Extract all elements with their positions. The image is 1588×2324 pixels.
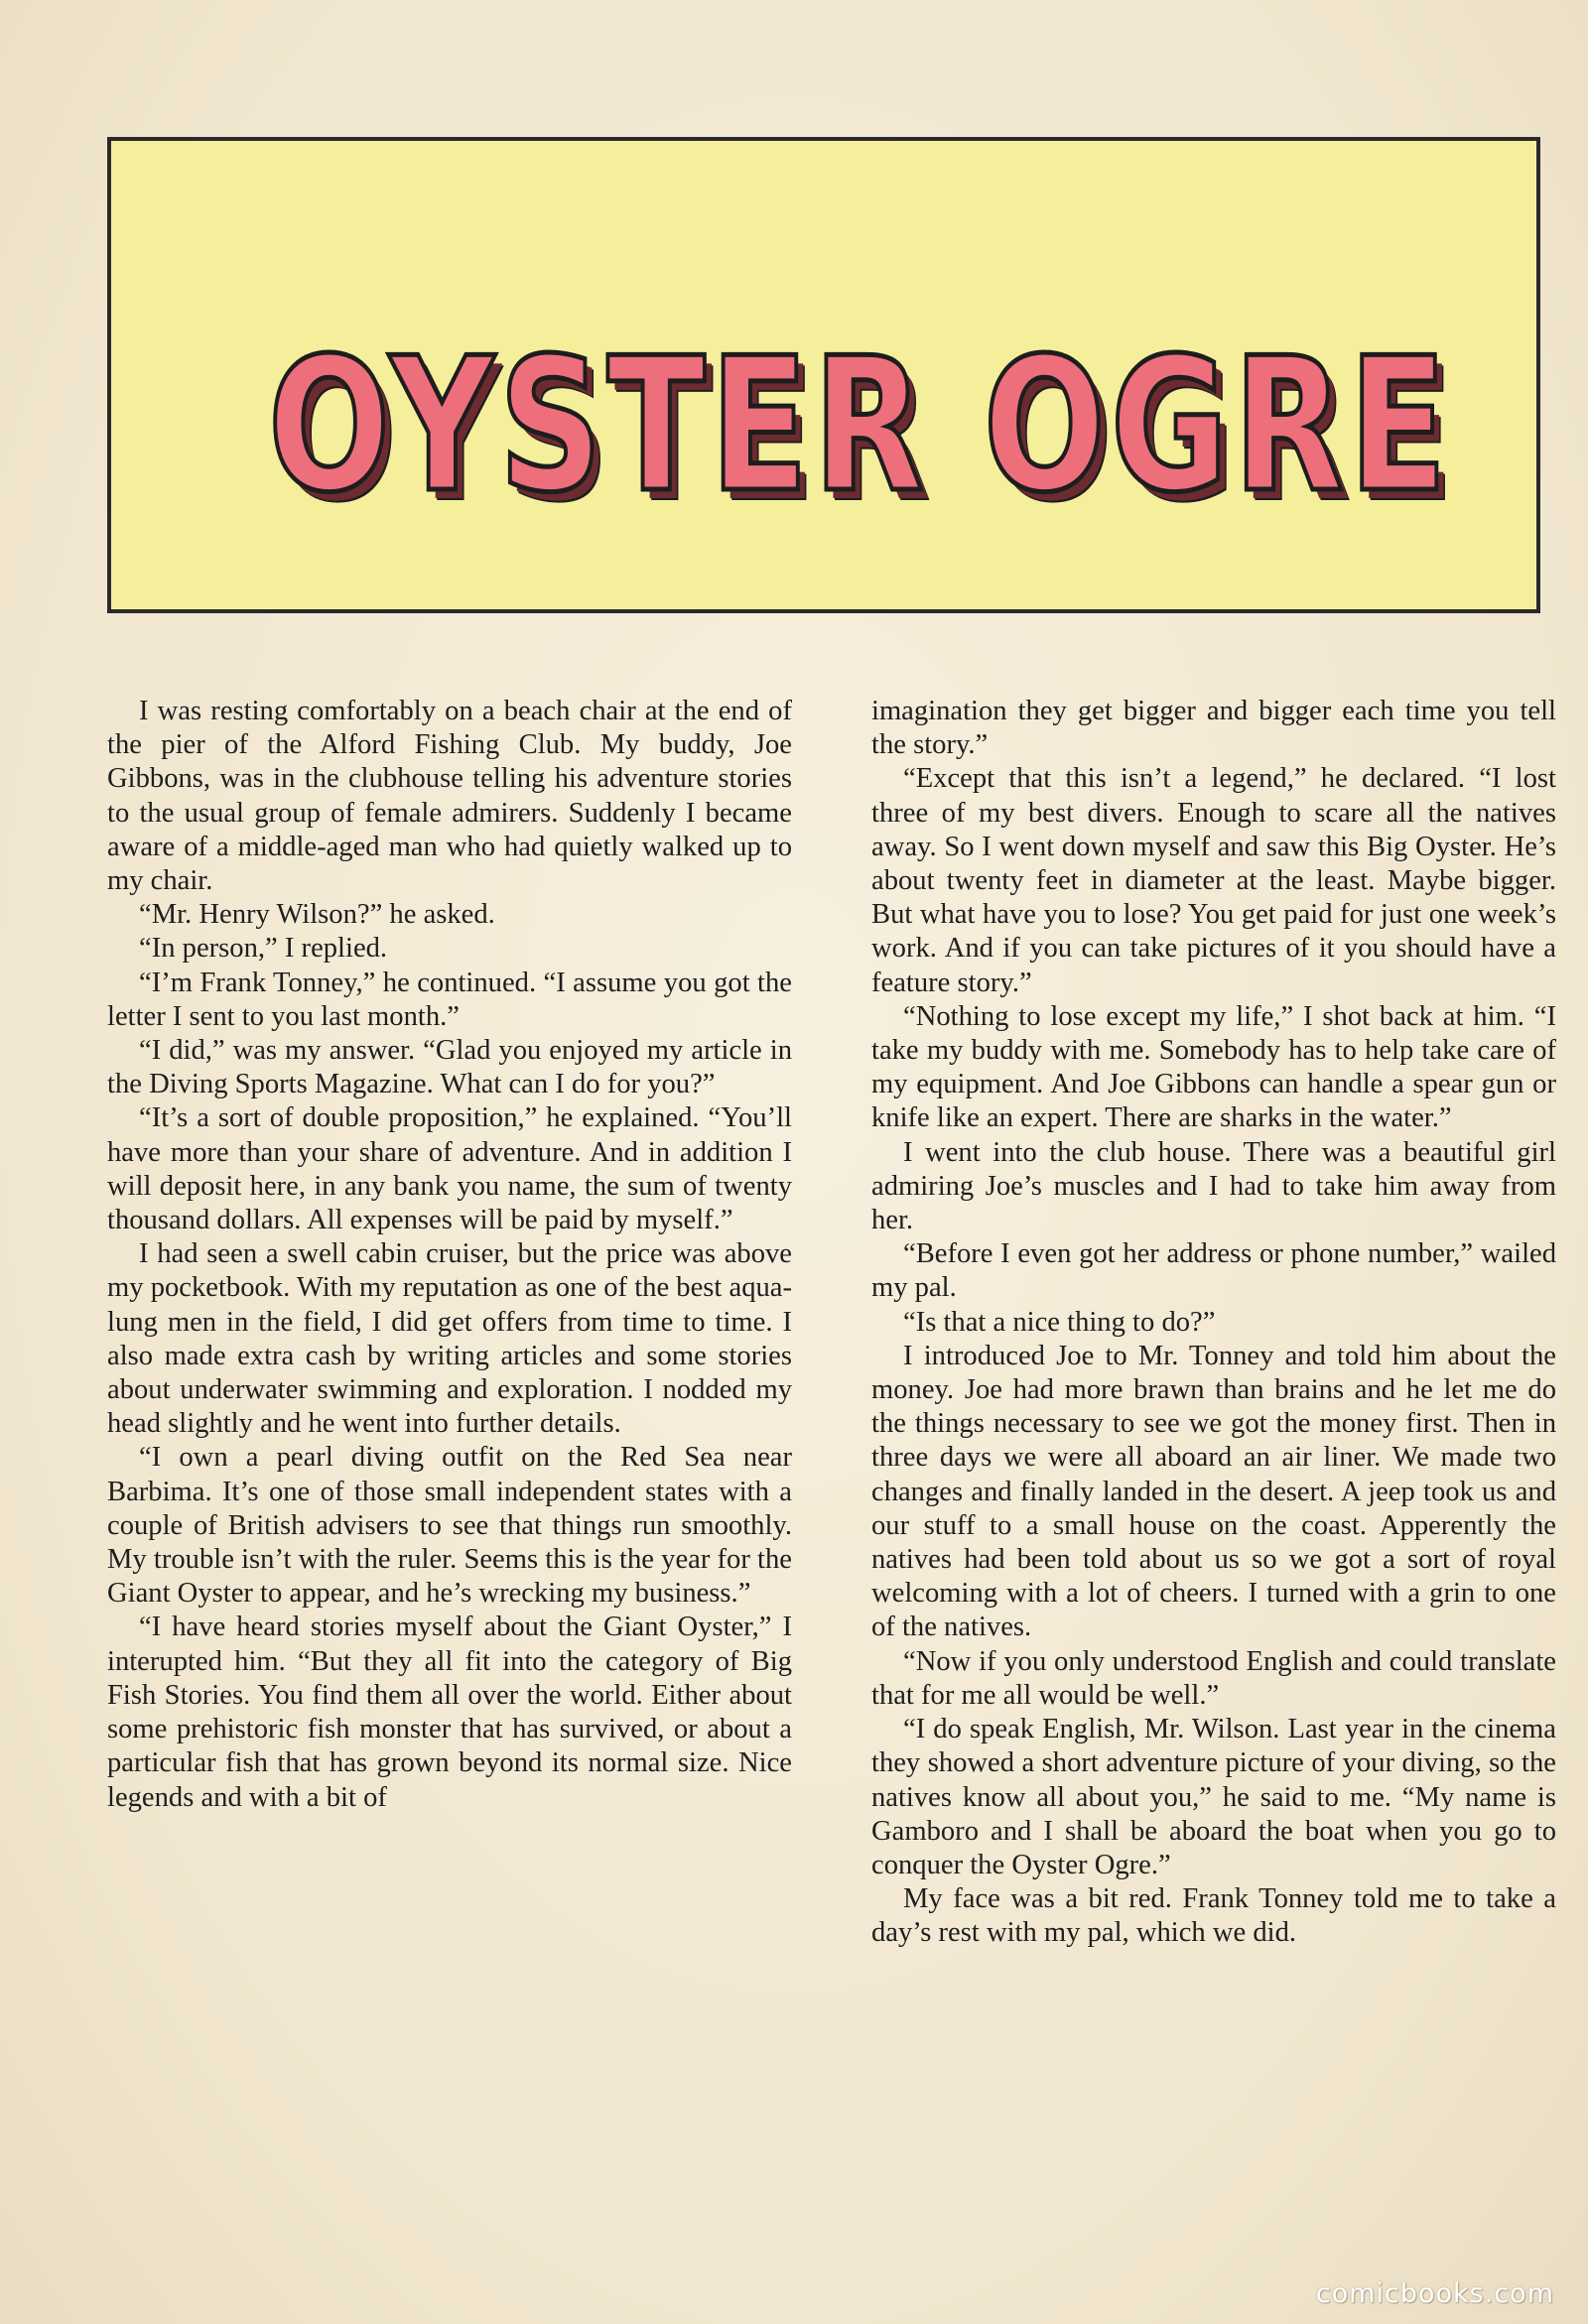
paragraph: My face was a bit red. Frank Tonney told me to take a day’s rest with my pal, which we did. bbox=[871, 1883, 1556, 1949]
paragraph: “Nothing to lose except my life,” I shot back at him. “I take my buddy with me. Somebody has to help take care of my equipment. And Joe Gibbons can handle a spear gun or knife like an expert. There are sharks in the water.” bbox=[871, 1000, 1556, 1134]
paragraph: “In person,” I replied. bbox=[139, 933, 388, 965]
paragraph-continuation: imagination they get bigger and bigger each time you tell the story.” bbox=[871, 696, 1556, 761]
story-title: OYSTER OGRE bbox=[267, 318, 1452, 533]
paragraph: “I did,” was my answer. “Glad you enjoyed my article in the Diving Sports Magazine. What can I do for you?” bbox=[107, 1035, 792, 1100]
watermark: comicbooks.com bbox=[1315, 2278, 1554, 2309]
text-column-left bbox=[107, 695, 792, 1815]
paragraph: “Is that a nice thing to do?” bbox=[903, 1306, 1216, 1338]
paragraph: “Before I even got her address or phone number,” wailed my pal. bbox=[871, 1238, 1556, 1304]
paragraph: “I do speak English, Mr. Wilson. Last year in the cinema they showed a short adventure picture of your diving, so the natives know all about you,” he said to me. “My name is Gamboro and I shall be aboard the boat when you go to conquer the Oyster Ogre.” bbox=[871, 1714, 1556, 1880]
title-panel bbox=[107, 137, 1540, 613]
story-body bbox=[107, 695, 1556, 2183]
paragraph: I was resting comfortably on a beach chair at the end of the pier of the Alford Fishing Club. My buddy, Joe Gibbons, was in the clubhouse telling his adventure stories to the usual group of female admirers. Suddenly I became aware of a middle-aged man who had quietly walked up to my chair. bbox=[107, 696, 792, 897]
paragraph: I had seen a swell cabin cruiser, but the price was above my pocketbook. With my reputation as one of the best aqua-lung men in the field, I did get offers from time to time. I also made extra cash by writing articles and some stories about underwater swimming and exploration. I nodded my head slightly and he went into further details. bbox=[107, 1238, 792, 1440]
paragraph: “I own a pearl diving outfit on the Red Sea near Barbima. It’s one of those small independent states with a couple of British advisers to see that things run smoothly. My trouble isn’t with the ruler. Seems this is the year for the Giant Oyster to appear, and he’s wrecking my business.” bbox=[107, 1442, 792, 1610]
text-column-right bbox=[871, 695, 1556, 1951]
paragraph: I introduced Joe to Mr. Tonney and told him about the money. Joe had more brawn than brains and he let me do the things necessary to see we got the money first. Then in three days we were all aboard an air liner. We made two changes and finally landed in the desert. A jeep took us and our stuff to a small house on the coast. Apperently the natives had been told about us so we got a sort of royal welcoming with a lot of cheers. I turned with a grin to one of the natives. bbox=[871, 1340, 1556, 1643]
paragraph: “It’s a sort of double proposition,” he explained. “You’ll have more than your share of adventure. And in addition I will deposit here, in any bank you name, the sum of twenty thousand dollars. All expenses will be paid by myself.” bbox=[107, 1102, 792, 1236]
paragraph: “I’m Frank Tonney,” he continued. “I assume you got the letter I sent to you last month.” bbox=[107, 967, 792, 1032]
paragraph: “Now if you only understood English and could translate that for me all would be well.” bbox=[871, 1645, 1556, 1711]
paragraph: “Mr. Henry Wilson?” he asked. bbox=[139, 899, 495, 931]
paragraph: “I have heard stories myself about the Giant Oyster,” I interupted him. “But they all fit into the category of Big Fish Stories. You find them all over the world. Either about some prehistoric fish monster that has survived, or about a particular fish that has grown beyond its normal size. Nice legends and with a bit of bbox=[107, 1612, 792, 1813]
paragraph: “Except that this isn’t a legend,” he declared. “I lost three of my best divers. Enough to scare all the natives away. So I went down myself and saw this Big Oyster. He’s about twenty feet in diameter at the least. Maybe bigger. But what have you to lose? You get paid for just one week’s work. And if you can take pictures of it you should have a feature story.” bbox=[871, 763, 1556, 998]
paragraph: I went into the club house. There was a beautiful girl admiring Joe’s muscles and I had to take him away from her. bbox=[871, 1136, 1556, 1236]
